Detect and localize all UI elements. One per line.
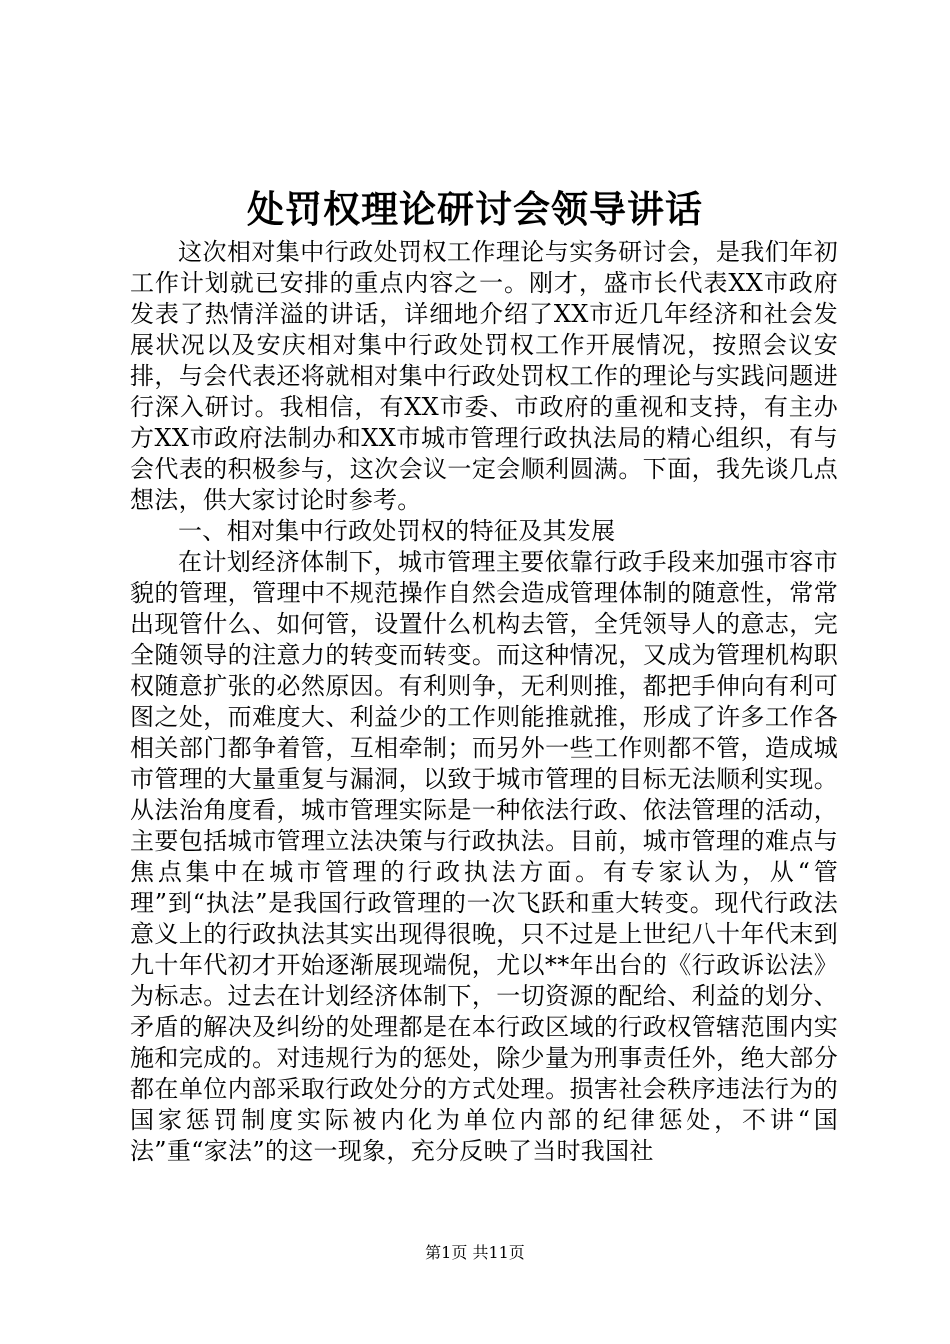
paragraph-section-1: 在计划经济体制下，城市管理主要依靠行政手段来加强市容市貌的管理，管理中不规范操作自然会造成管理体制的随意性，常常出现管什么、如何管，设置什么机构去管，全凭领导人的意志，完全随领导的注意力的转变而转变。而这种情况，又成为管理机构职权随意扩张的必然原因。有利则争，无利则推，都把手伸向有利可图之处，而难度大、利益少的工作则能推就推，形成了许多工作各相关部门都争着管，互相牵制；而另外一些工作则都不管，造成城市管理的大量重复与漏洞，以致于城市管理的目标无法顺利实现。从法治角度看，城市管理实际是一种依法行政、依法管理的活动，主要包括城市管理立法决策与行政执法。目前，城市管理的难点与焦点集中在城市管理的行政执法方面。有专家认为，从“管理”到“执法”是我国行政管理的一次飞跃和重大转变。现代行政法意义上的行政执法其实出现得很晚，只不过是上世纪八十年代末到九十年代初才开始逐渐展现端倪，尤以**年出台的《行政诉讼法》为标志。过去在计划经济体制下，一切资源的配给、利益的划分、矛盾的解决及纠纷的处理都是在本行政区域的行政权管辖范围内实施和完成的。对违规行为的惩处，除少量为刑事责任外，绝大部分都在单位内部采取行政处分的方式处理。损害社会秩序违法行为的国家惩罚制度实际被内化为单位内部的纪律惩处，不讲“国法”重“家法”的这一现象，充分反映了当时我国社	[130, 548, 838, 1165]
document-title: 处罚权理论研讨会领导讲话	[247, 187, 703, 231]
paragraph-intro: 这次相对集中行政处罚权工作理论与实务研讨会，是我们年初工作计划就已安排的重点内容之一。刚才，盛市长代表XX市政府发表了热情洋溢的讲话，详细地介绍了XX市近几年经济和社会发展状况以及安庆相对集中行政处罚权工作开展情况，按照会议安排，与会代表还将就相对集中行政处罚权工作的理论与实践问题进行深入研讨。我相信，有XX市委、市政府的重视和支持，有主办方XX市政府法制办和XX市城市管理行政执法局的精心组织，有与会代表的积极参与，这次会议一定会顺利圆满。下面，我先谈几点想法，供大家讨论时参考。	[130, 238, 838, 514]
page-footer: 第1页 共11页	[425, 1243, 525, 1262]
section-heading-1: 一、相对集中行政处罚权的特征及其发展	[178, 517, 616, 545]
document-body	[130, 237, 838, 1167]
